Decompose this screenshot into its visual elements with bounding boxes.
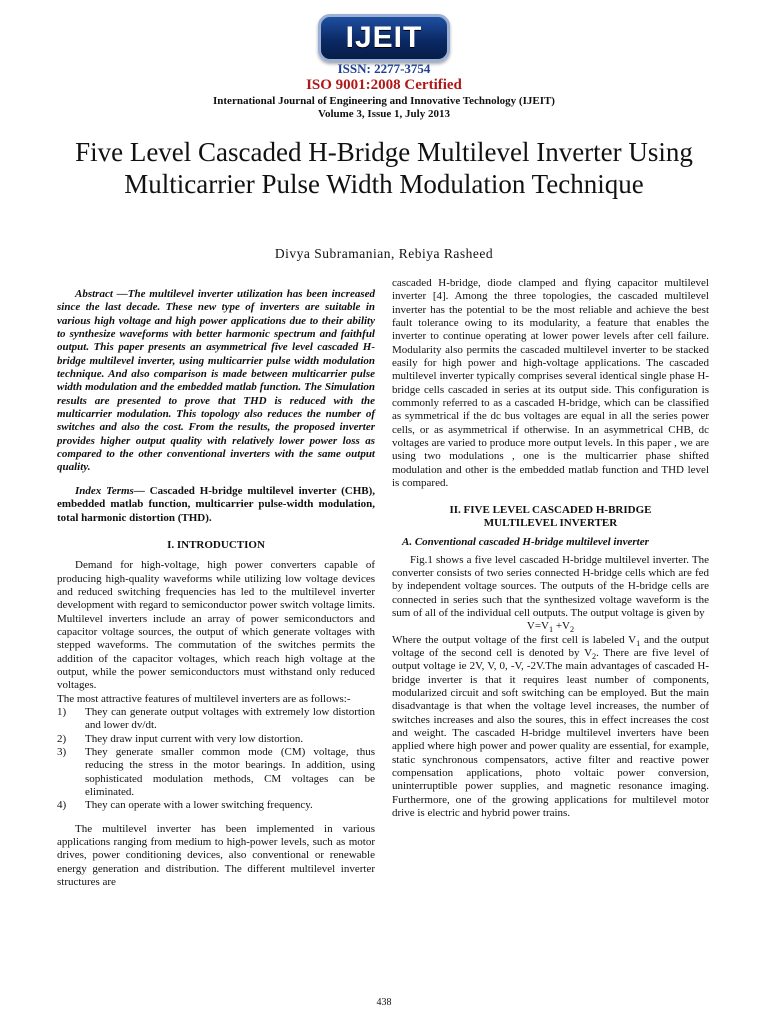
paper-authors: Divya Subramanian, Rebiya Rasheed — [274, 246, 494, 261]
journal-volume: Volume 3, Issue 1, July 2013 — [318, 108, 450, 120]
text-subscript: 2 — [592, 652, 597, 662]
list-item — [57, 746, 375, 799]
list-item — [57, 733, 375, 746]
right-column — [392, 277, 709, 820]
list-item-number: 1) — [57, 705, 67, 718]
body-paragraph — [392, 634, 709, 821]
index-terms-text: Cascaded H-bridge multilevel inverter (CHB), embedded matlab function, multicarrier pulse-width modulation, total harmonic distortion (THD). — [57, 484, 375, 524]
list-item-number: 2) — [57, 732, 67, 745]
ijeit-logo-badge — [318, 14, 450, 62]
left-column — [57, 288, 375, 889]
text-subscript: 1 — [636, 638, 641, 648]
text-part: and the output voltage of the second cell is denoted by V — [392, 633, 709, 659]
equation-subscript: 2 — [570, 625, 575, 635]
feature-list — [57, 706, 375, 813]
abstract: Abstract —The multilevel inverter utilization has been increased since the last decade. These new type of inverters are suitable in various high voltage and high power applications due to their ability to synthesize waveforms with better harmonic spectrum and faithful output. This paper presents an asymmetrical five level cascaded H-bridge multilevel inverter, using multicarrier pulse width modulation technique. And also comparison is made between multicarrier pulse width modulation and the embedded matlab function. The Simulation results are presented to prove that THD is reduced with the multicarrier modulation. This topology also reduces the number of switches and also the cost. From the results, the proposed inverter provides higher output quality with relatively lower power loss as compared to the other conventional inverters with the same output quality. — [57, 288, 375, 474]
body-paragraph: Fig.1 shows a five level cascaded H-bridge multilevel inverter. The converter consists of two series connected H-bridge cells which are fed by independent voltage sources. The outputs of the H-bridge cells are connected in series such that the synthesized voltage waveform is the sum of all of the individual cell outputs. The output voltage is given by — [392, 553, 709, 619]
section-heading-five-level — [392, 504, 709, 531]
section-heading-line: MULTILEVEL INVERTER — [483, 516, 618, 529]
text-part: . There are five level of output voltage ie 2V, V, 0, -V, -2V.The main advantages of cascaded H-bridge inverter is that it requires least number of components, modularized circuit and soft switching can be employed. But the main disadvantage is that when the voltage level increases, the number of switches increases and also the soures, this in effect increases the cost and weight. The cascaded H-bridge multilevel inverters have been applied where high power and power quality are essential, for example, static synchronous compensators, active filter and reactive power compensation applications, photo voltaic power conversion, uninterruptible power supplies, and magnetic resonance imaging. Furthermore, one of the growing applications for multilevel motor drive is electric and hybrid power trains. — [392, 646, 709, 820]
section-heading-line: II. FIVE LEVEL CASCADED H-BRIDGE — [449, 503, 652, 516]
list-item-text: They can generate output voltages with extremely low distortion and lower dv/dt. — [85, 705, 375, 732]
list-item-number: 4) — [57, 799, 67, 812]
equation-subscript: 1 — [548, 625, 554, 635]
page-number: 438 — [376, 997, 392, 1008]
logo-text: IJEIT — [345, 21, 423, 54]
intro-paragraph: The multilevel inverter has been implemented in various applications ranging from medium to high-power levels, such as motor drives, power conditioning devices, also conventional or renewable energy generation and distribution. The different multilevel inverter structures are — [57, 822, 375, 889]
index-terms-lead: Index Terms— — [75, 484, 145, 497]
body-paragraph: cascaded H-bridge, diode clamped and flying capacitor multilevel inverter [4]. Among the three topologies, the cascaded multilevel inverter has the potential to be the most reliable and achieve the best fault tolerance owing to its modularity, a feature that enables the inverter to continue operating at lower power levels after cell failure. Modularity also permits the cascaded multilevel inverter to be stacked easily for high power and high-voltage applications. The cascaded multilevel inverter typically comprises several identical single phase H-bridge cells cascaded in series at its output side. This configuration is commonly referred to as a cascaded H-bridge, which can be classified as symmetrical if the dc bus voltages are equal in all the series power cells, or as asymmetrical if otherwise. In an asymmetrical CHB, dc voltages are varied to produce more output levels. In this paper , we are using two modulations , one is the multicarrier phase shifted modulation and other is the embedded matlab function and THD level is compared. — [392, 277, 709, 490]
intro-paragraph: Demand for high-voltage, high power converters capable of producing high-quality waveforms while utilizing low voltage devices and reduced switching frequencies has led to the multilevel inverter development with regard to semiconductor power switch voltage limits. Multilevel inverters include an array of power semiconductors and capacitor voltage sources, the output of which generate voltages with stepped waveforms. The commutation of the switches permits the addition of the capacitor voltages, which reach high voltage at the output, while the power semiconductors must withstand only reduced voltages. — [57, 559, 375, 692]
list-item-number: 3) — [57, 746, 67, 758]
journal-logo — [318, 14, 450, 62]
output-voltage-equation — [392, 620, 709, 633]
equation-part: V=V — [526, 620, 549, 633]
list-item — [57, 799, 375, 812]
list-item — [57, 706, 375, 733]
journal-name: International Journal of Engineering and Innovative Technology (IJEIT) — [213, 95, 555, 107]
list-item-text: They generate smaller common mode (CM) voltage, thus reducing the stress in the motor bearings. In addition, using sophisticated modulation methods, CM voltages can be eliminated. — [85, 746, 375, 799]
text-part: Where the output voltage of the first cell is labeled V — [392, 633, 637, 646]
equation-part: +V — [553, 620, 570, 633]
intro-paragraph: The most attractive features of multilevel inverters are as follows:- — [57, 692, 351, 705]
list-item-text: They can operate with a lower switching frequency. — [85, 799, 313, 812]
subsection-heading: A. Conventional cascaded H-bridge multilevel inverter — [402, 536, 649, 549]
section-heading-introduction: I. INTRODUCTION — [167, 538, 265, 551]
issn: ISSN: 2277-3754 — [337, 61, 431, 76]
iso-certification: ISO 9001:2008 Certified — [306, 77, 462, 93]
index-terms — [57, 485, 375, 525]
list-item-text: They draw input current with very low distortion. — [85, 732, 304, 745]
paper-title: Five Level Cascaded H-Bridge Multilevel Inverter Using Multicarrier Pulse Width Modulation Technique — [75, 137, 693, 199]
